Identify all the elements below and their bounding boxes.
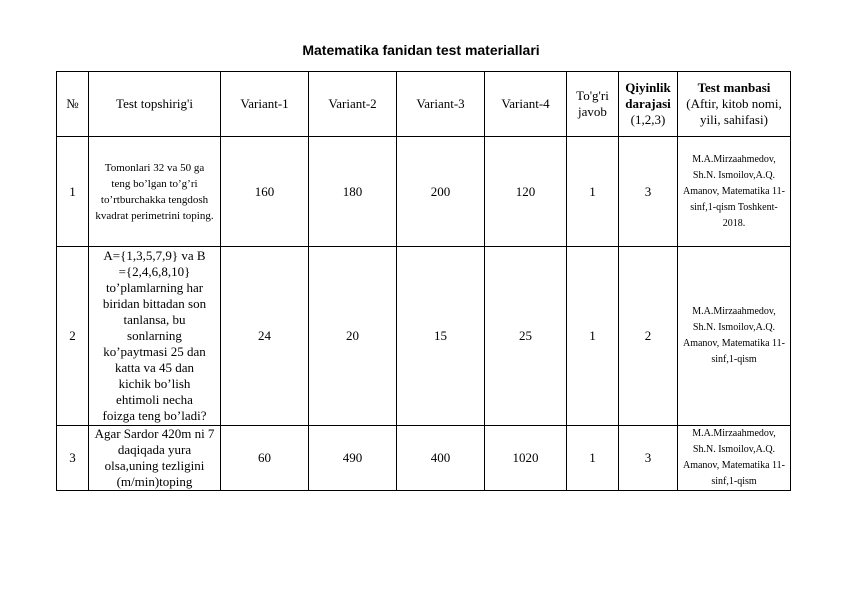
row-variant-4: 120	[485, 137, 567, 247]
header-correct-answer: To'g'ri javob	[567, 72, 619, 137]
header-variant-3: Variant-3	[397, 72, 485, 137]
row-variant-3: 200	[397, 137, 485, 247]
header-variant-4: Variant-4	[485, 72, 567, 137]
table-row	[57, 137, 791, 247]
row-task: A={1,3,5,7,9} va B ={2,4,6,8,10} to’plamlarning har biridan bittadan son tanlansa, bu sonlarning ko’paytmasi 25 dan katta va 45 dan kichik bo’lish ehtimoli necha foizga teng bo’ladi?	[89, 247, 221, 426]
row-num: 1	[57, 137, 89, 247]
row-variant-2: 490	[309, 426, 397, 491]
header-source	[678, 72, 791, 137]
row-difficulty: 3	[619, 137, 678, 247]
row-variant-1: 60	[221, 426, 309, 491]
header-difficulty-sub: (1,2,3)	[630, 112, 666, 127]
row-source: M.A.Mirzaahmedov, Sh.N. Ismoilov,A.Q. Amanov, Matematika 11-sinf,1-qism	[678, 247, 791, 426]
row-difficulty: 2	[619, 247, 678, 426]
row-variant-3: 15	[397, 247, 485, 426]
header-task: Test topshirig'i	[89, 72, 221, 137]
row-num: 3	[57, 426, 89, 491]
row-difficulty: 3	[619, 426, 678, 491]
table-row	[57, 247, 791, 426]
header-variant-2: Variant-2	[309, 72, 397, 137]
row-variant-4: 1020	[485, 426, 567, 491]
row-source: M.A.Mirzaahmedov, Sh.N. Ismoilov,A.Q. Amanov, Matematika 11-sinf,1-qism	[678, 426, 791, 491]
row-num: 2	[57, 247, 89, 426]
row-task: Tomonlari 32 va 50 ga teng bo’lgan to’g’ri to’rtburchakka tengdosh kvadrat perimetrini toping.	[89, 137, 221, 247]
row-variant-4: 25	[485, 247, 567, 426]
row-correct: 1	[567, 137, 619, 247]
table-row	[57, 426, 791, 491]
row-variant-2: 180	[309, 137, 397, 247]
row-correct: 1	[567, 247, 619, 426]
row-variant-3: 400	[397, 426, 485, 491]
header-num: №	[57, 72, 89, 137]
row-variant-2: 20	[309, 247, 397, 426]
row-variant-1: 24	[221, 247, 309, 426]
header-difficulty	[619, 72, 678, 137]
document-title: Matematika fanidan test materiallari	[302, 42, 540, 58]
row-source: M.A.Mirzaahmedov, Sh.N. Ismoilov,A.Q. Amanov, Matematika 11-sinf,1-qism Toshkent-2018.	[678, 137, 791, 247]
row-task: Agar Sardor 420m ni 7 daqiqada yura olsa,uning tezligini (m/min)toping	[89, 426, 221, 491]
row-variant-1: 160	[221, 137, 309, 247]
header-row	[57, 72, 791, 137]
header-source-sub: (Aftir, kitob nomi, yili, sahifasi)	[686, 96, 782, 127]
header-difficulty-title: Qiyinlik darajasi	[625, 80, 671, 111]
row-correct: 1	[567, 426, 619, 491]
header-variant-1: Variant-1	[221, 72, 309, 137]
test-table	[56, 71, 791, 491]
header-source-title: Test manbasi	[697, 80, 771, 95]
